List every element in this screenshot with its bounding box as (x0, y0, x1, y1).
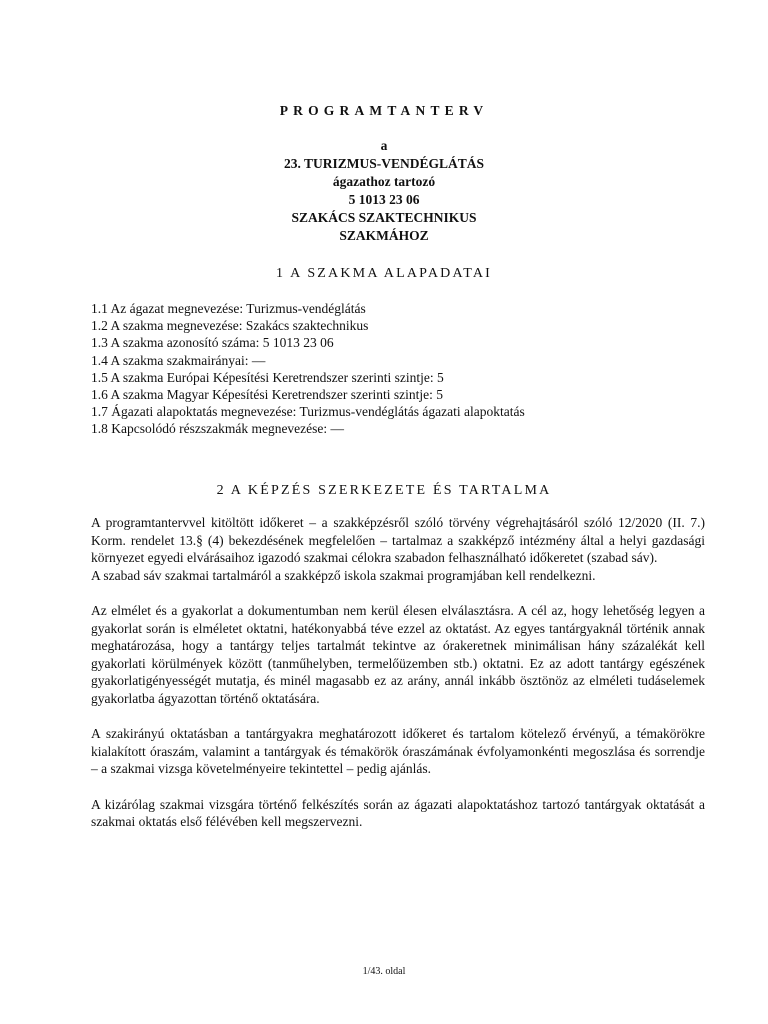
title-line-profession: SZAKÁCS SZAKTECHNIKUS (291, 210, 477, 225)
title-subheading (0, 137, 768, 245)
list-item: 1.4 A szakma szakmairányai: — (91, 352, 266, 368)
document-title: PROGRAMTANTERV (279, 103, 489, 118)
paragraph: A kizárólag szakmai vizsgára történő felkészítés során az ágazati alapoktatáshoz tartozó tantárgyak oktatását a szakmai oktatás első félévében kell megszervezni. (91, 796, 705, 830)
title-line-belonging: ágazathoz tartozó (332, 174, 436, 189)
list-item: 1.5 A szakma Európai Képesítési Keretrendszer szerinti szintje: 5 (91, 369, 444, 385)
basic-data-list (91, 300, 691, 438)
section-heading-training-structure: 2 A KÉPZÉS SZERKEZETE ÉS TARTALMA (216, 483, 552, 498)
title-line-a: a (380, 138, 388, 153)
section-heading-basic-data: 1 A SZAKMA ALAPADATAI (275, 266, 493, 281)
paragraph: A szakirányú oktatásban a tantárgyakra meghatározott időkeret és tartalom kötelező érvényű, a témakörökre kialakított óraszám, valamint a tantárgyak és témakörök óraszámának évfolyamonkénti megoszlása és sorrendje – a szakmai vizsga követelményeire tekintettel – pedig ajánlás. (91, 726, 705, 777)
list-item: 1.1 Az ágazat megnevezése: Turizmus-vendéglátás (91, 301, 366, 316)
list-item: 1.2 A szakma megnevezése: Szakács szaktechnikus (91, 318, 369, 334)
title-line-for-profession: SZAKMÁHOZ (339, 228, 429, 243)
list-item: 1.7 Ágazati alapoktatás megnevezése: Turizmus-vendéglátás ágazati alapoktatás (91, 404, 525, 420)
paragraph: A programtantervvel kitöltött időkeret – a szakképzésről szóló törvény végrehajtásáról szóló 12/2020 (II. 7.) Korm. rendelet 13.§ (4) bekezdésének megfelelően – tartalmaz a szakképző intézmény által a helyi gazdasági környezet egyedi elvárásaihoz igazodó szakmai célokra szabadon felhasználható időkeretet (szabad sáv). (91, 515, 705, 566)
title-line-code: 5 1013 23 06 (348, 192, 420, 207)
list-item: 1.3 A szakma azonosító száma: 5 1013 23 06 (91, 335, 334, 351)
list-item: 1.8 Kapcsolódó részszakmák megnevezése: — (91, 421, 345, 437)
title-line-sector: 23. TURIZMUS-VENDÉGLÁTÁS (283, 156, 485, 171)
list-item: 1.6 A szakma Magyar Képesítési Keretrendszer szerinti szintje: 5 (91, 387, 444, 403)
paragraph: A szabad sáv szakmai tartalmáról a szakképző iskola szakmai programjában kell rendelkezni. (91, 567, 596, 583)
paragraph: Az elmélet és a gyakorlat a dokumentumban nem kerül élesen elválasztásra. A cél az, hogy lehetőség legyen a gyakorlat során is elméletet oktatni, hatékonyabbá téve ezzel az oktatást. Az egyes tantárgyaknál történik annak meghatározása, hogy a tantárgy teljes tartalmát tekintve az órakeretnek minimálisan hány százalékát kell gyakorlati körülmények között (tanműhelyben, termelőüzemben stb.) oktatni. Ez az adott tantárgy egészének gyakorlatigényességét mutatja, és minél magasabb ez az arány, annál inkább ösztönöz az elméleti tudáselemek gyakorlatba ágyazottan történő oktatására. (91, 602, 705, 706)
page-number: 1/43. oldal (362, 966, 406, 977)
training-structure-body (91, 514, 705, 848)
